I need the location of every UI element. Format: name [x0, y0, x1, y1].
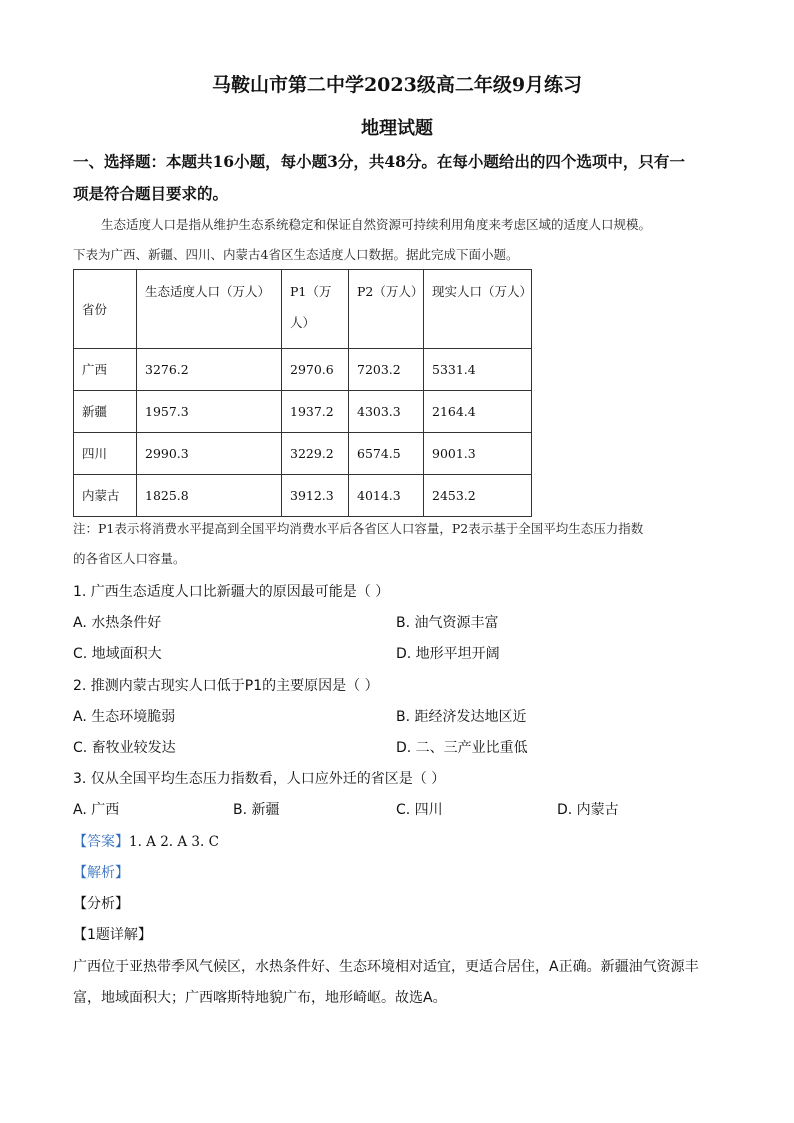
question-3-option-b: B. 新疆	[233, 802, 280, 818]
table-cell: 6574.5	[349, 433, 424, 475]
table-cell: 2453.2	[424, 475, 532, 517]
question-3-option-c: C. 四川	[396, 802, 443, 818]
table-cell: 9001.3	[424, 433, 532, 475]
table-cell: 1937.2	[282, 391, 349, 433]
table-cell: 1825.8	[137, 475, 282, 517]
table-header-row	[74, 270, 532, 349]
analysis-fenxi-label: 【分析】	[73, 896, 129, 912]
table-header-cell: P2（万人）	[349, 270, 424, 349]
table-row	[74, 475, 532, 517]
question-2-option-c: C. 畜牧业较发达	[73, 740, 176, 756]
question-1-option-c: C. 地域面积大	[73, 646, 162, 662]
question-3-option-a: A. 广西	[73, 802, 120, 818]
table-header-cell: P1（万人）	[282, 270, 349, 349]
table-cell: 3276.2	[137, 349, 282, 391]
table-cell: 4303.3	[349, 391, 424, 433]
table-row	[74, 349, 532, 391]
question-1-detail-label: 【1题详解】	[73, 927, 152, 943]
table-header-cell: 生态适度人口（万人）	[137, 270, 282, 349]
table-header-cell: 省份	[74, 270, 137, 349]
table-cell: 2990.3	[137, 433, 282, 475]
analysis-label: 【解析】	[73, 865, 129, 881]
table-cell: 7203.2	[349, 349, 424, 391]
question-1-option-d: D. 地形平坦开阔	[396, 646, 500, 662]
table-note-line1: 注：P1表示将消费水平提高到全国平均消费水平后各省区人口容量，P2表示基于全国平均生态压力指数	[73, 521, 644, 536]
table-cell: 新疆	[74, 391, 137, 433]
question-3-option-d: D. 内蒙古	[557, 802, 619, 818]
table-cell: 内蒙古	[74, 475, 137, 517]
intro-line2: 下表为广西、新疆、四川、内蒙古4省区生态适度人口数据。据此完成下面小题。	[73, 247, 519, 262]
question-1-option-b: B. 油气资源丰富	[396, 615, 499, 631]
question-3-stem: 3. 仅从全国平均生态压力指数看，人口应外迁的省区是（ ）	[73, 771, 446, 787]
population-table	[73, 269, 532, 517]
question-1-detail-line2: 富，地域面积大；广西喀斯特地貌广布，地形崎岖。故选A。	[73, 990, 447, 1006]
table-cell: 4014.3	[349, 475, 424, 517]
answer-label: 【答案】	[73, 834, 129, 850]
table-cell: 四川	[74, 433, 137, 475]
table-cell: 3229.2	[282, 433, 349, 475]
table-cell: 5331.4	[424, 349, 532, 391]
page-title: 马鞍山市第二中学2023级高二年级9月练习	[211, 74, 583, 96]
question-1-option-a: A. 水热条件好	[73, 615, 162, 631]
table-cell: 2970.6	[282, 349, 349, 391]
table-row	[74, 433, 532, 475]
section-heading-line1: 一、选择题：本题共16小题，每小题3分，共48分。在每小题给出的四个选项中，只有一	[73, 152, 685, 171]
table-cell: 3912.3	[282, 475, 349, 517]
answer-text: 1. A 2. A 3. C	[129, 834, 219, 850]
table-note-line2: 的各省区人口容量。	[73, 551, 186, 566]
answer-line	[73, 831, 219, 851]
section-heading-line2: 项是符合题目要求的。	[73, 184, 229, 203]
page-subtitle: 地理试题	[361, 118, 433, 139]
question-2-stem: 2. 推测内蒙古现实人口低于P1的主要原因是（ ）	[73, 678, 379, 694]
question-2-option-a: A. 生态环境脆弱	[73, 709, 176, 725]
table-cell: 2164.4	[424, 391, 532, 433]
intro-line1: 生态适度人口是指从维护生态系统稳定和保证自然资源可持续利用角度来考虑区域的适度人口规模。	[101, 217, 652, 232]
table-row	[74, 391, 532, 433]
question-2-option-d: D. 二、三产业比重低	[396, 740, 528, 756]
question-1-stem: 1. 广西生态适度人口比新疆大的原因最可能是（ ）	[73, 584, 390, 600]
table-header-cell: 现实人口（万人）	[424, 270, 532, 349]
question-2-option-b: B. 距经济发达地区近	[396, 709, 527, 725]
table-cell: 广西	[74, 349, 137, 391]
question-1-detail-line1: 广西位于亚热带季风气候区，水热条件好、生态环境相对适宜，更适合居住，A正确。新疆油气资源丰	[73, 959, 699, 975]
table-cell: 1957.3	[137, 391, 282, 433]
